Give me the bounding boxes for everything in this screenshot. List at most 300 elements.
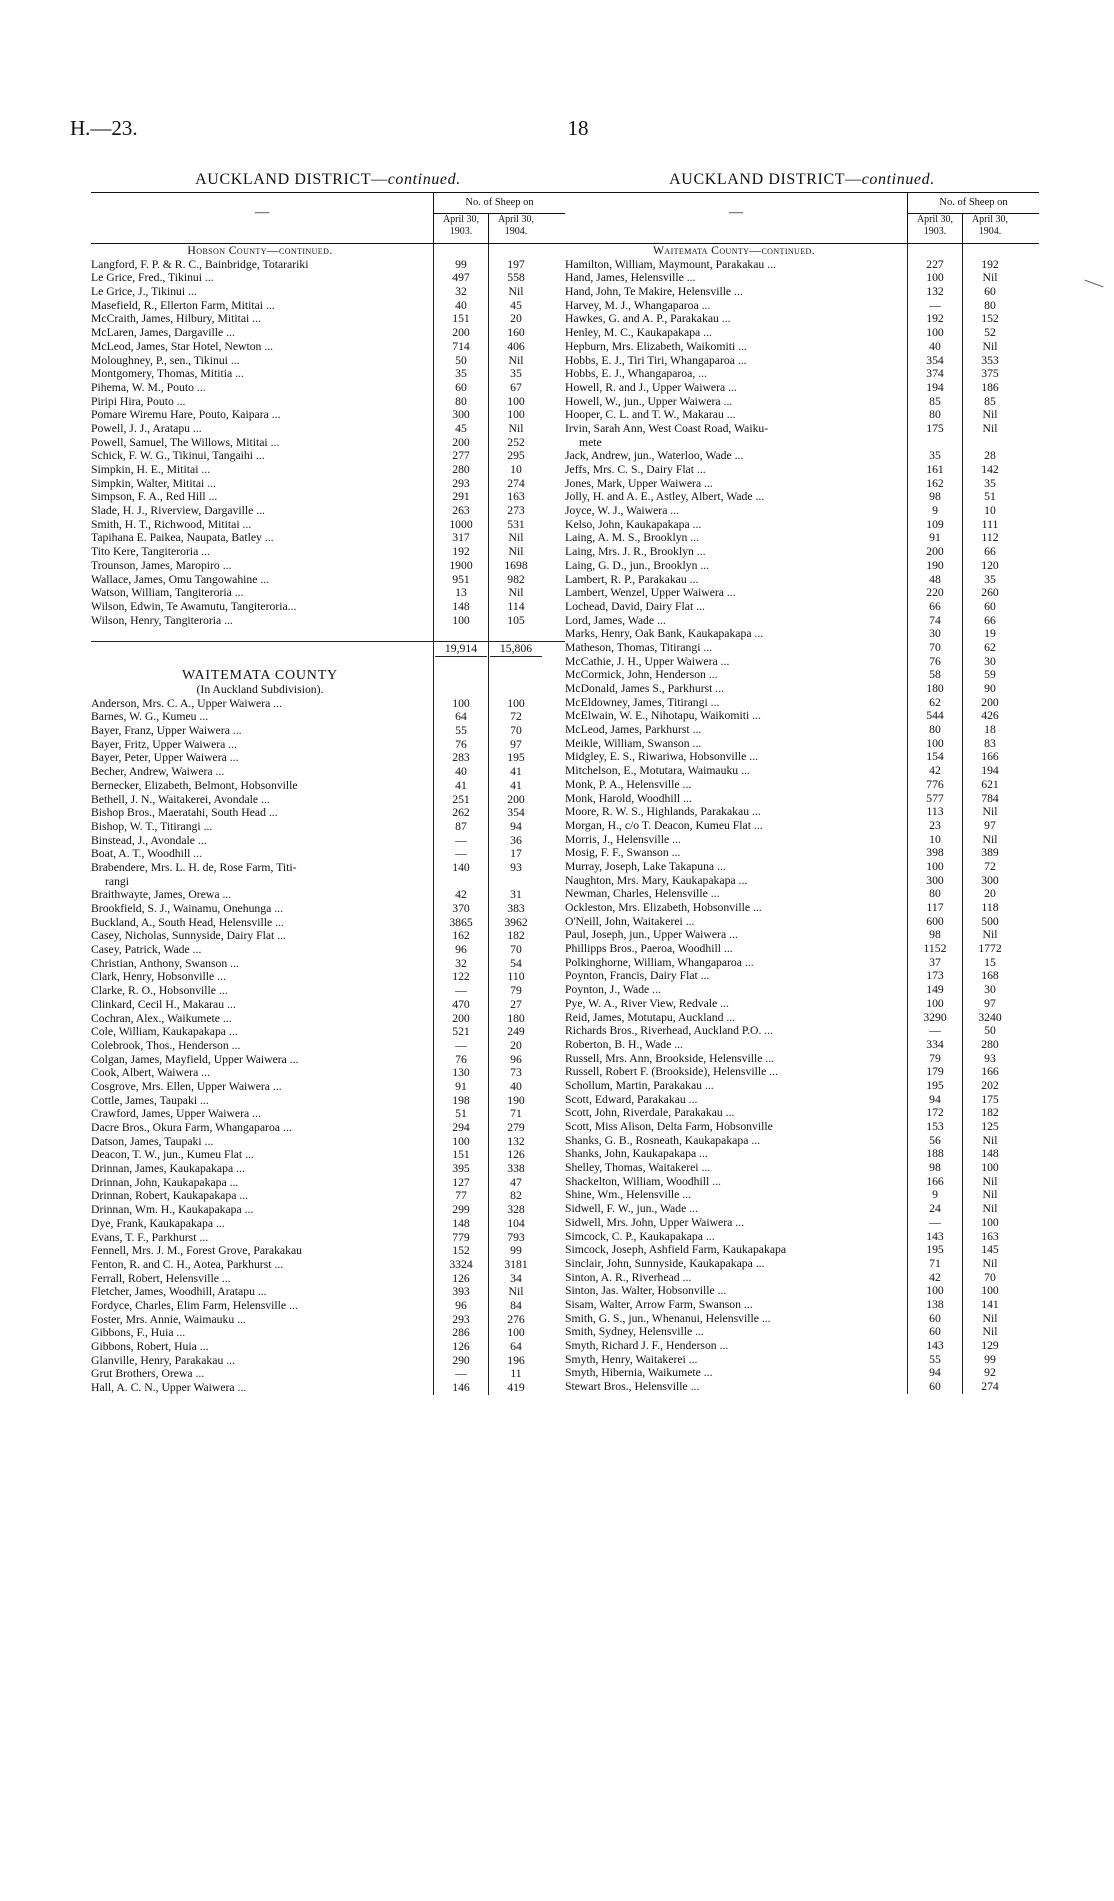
section-heading — [91, 669, 565, 683]
table-row — [565, 860, 1039, 874]
sheep-1904-value: Nil — [508, 285, 524, 299]
sheep-1903-value: 317 — [452, 531, 470, 545]
owner-name: Murray, Joseph, Lake Takapuna ... — [565, 859, 726, 873]
table-row — [91, 1121, 565, 1135]
sheep-1903-value: 162 — [452, 929, 470, 943]
owner-name: Drinnan, James, Kaukapakapa ... — [91, 1162, 245, 1176]
year-1903-header: April 30, 1903. — [908, 214, 963, 243]
owner-name: Schollum, Martin, Parakakau ... — [565, 1078, 714, 1092]
owner-name: Braithwayte, James, Orewa ... — [91, 888, 232, 902]
owner-name: Christian, Anthony, Swanson ... — [91, 956, 239, 970]
sheep-1903-value: 190 — [926, 558, 944, 572]
owner-name: Jack, Andrew, jun., Waterloo, Wade ... — [565, 449, 744, 463]
table-row — [565, 1134, 1039, 1148]
sheep-1903-value: 354 — [926, 353, 944, 367]
sheep-1903-value: 151 — [452, 1148, 470, 1162]
table-row — [565, 983, 1039, 997]
sheep-1903-value: 94 — [929, 1092, 941, 1106]
table-row — [565, 1175, 1039, 1189]
owner-name: Poynton, Francis, Dairy Flat ... — [565, 969, 710, 983]
table-row — [91, 1148, 565, 1162]
sheep-1903-value: 161 — [926, 463, 944, 476]
sheep-1903-value: 100 — [926, 859, 944, 873]
owner-name: Jeffs, Mrs. C. S., Dairy Flat ... — [565, 463, 706, 476]
table-row — [565, 490, 1039, 504]
owner-name: Simcock, Joseph, Ashfield Farm, Kaukapakapa — [565, 1243, 787, 1257]
table-row — [91, 1272, 565, 1286]
table-row — [91, 984, 565, 998]
sheep-1904-value: Nil — [982, 805, 998, 819]
table-row — [91, 627, 565, 641]
sheep-count-header: No. of Sheep on — [908, 193, 1039, 214]
owner-name: Morris, J., Helensville ... — [565, 832, 681, 846]
sheep-1904-value: 1698 — [504, 558, 528, 572]
table-row — [565, 997, 1039, 1011]
sheep-1903-value: 60 — [929, 1325, 941, 1339]
owner-name: Bishop Bros., Maeratahi, South Head ... — [91, 806, 278, 820]
sheep-1903-value: 77 — [455, 1189, 467, 1203]
owner-name: Watson, William, Tangiteroria ... — [91, 586, 244, 600]
sheep-1904-value: 50 — [984, 1024, 996, 1038]
table-row — [565, 641, 1039, 655]
owner-name: Lambert, Wenzel, Upper Waiwera ... — [565, 586, 736, 600]
table-row — [565, 1243, 1039, 1257]
owner-name: Pihema, W. M., Pouto ... — [91, 380, 206, 394]
owner-name: Sinclair, John, Sunnyside, Kaukapakapa ... — [565, 1256, 765, 1270]
owner-name: Waitemata County—continued. — [652, 244, 816, 257]
table-row — [91, 271, 565, 285]
owner-name: Shanks, John, Kaukapakapa ... — [565, 1147, 708, 1161]
table-row — [565, 887, 1039, 901]
table-row — [91, 929, 565, 943]
owner-name: Cottle, James, Taupaki ... — [91, 1093, 209, 1107]
table-row — [91, 258, 565, 272]
sheep-1904-value: 85 — [984, 394, 996, 408]
sheep-1904-value: 70 — [510, 724, 522, 738]
table-row — [91, 751, 565, 765]
sheep-1904-value: 3962 — [504, 915, 528, 929]
sheep-1904-value: 20 — [510, 1038, 522, 1052]
page-header — [70, 116, 1050, 156]
owner-name: Hooper, C. L. and T. W., Makarau ... — [565, 408, 736, 422]
owner-name: Casey, Nicholas, Sunnyside, Dairy Flat ... — [91, 929, 286, 943]
sheep-1903-value: 80 — [929, 887, 941, 901]
table-row — [91, 1135, 565, 1149]
owner-name: Newman, Charles, Helensville ... — [565, 887, 720, 901]
owner-name: Morgan, H., c/o T. Deacon, Kumeu Flat ... — [565, 818, 763, 832]
sheep-1903-value: 9 — [932, 1188, 938, 1202]
table-row — [565, 682, 1039, 696]
table-row — [91, 943, 565, 957]
owner-name: Jolly, H. and A. E., Astley, Albert, Wade ... — [565, 490, 765, 504]
sheep-table-body — [91, 244, 565, 1395]
table-row — [565, 846, 1039, 860]
owner-name: Simcock, C. P., Kaukapakapa ... — [565, 1229, 715, 1243]
owner-name: Langford, F. P. & R. C., Bainbridge, Totarariki — [91, 257, 309, 271]
sheep-1904-value: 45 — [510, 298, 522, 312]
sheep-1903-value: 126 — [452, 1271, 470, 1285]
sheep-1903-value: 148 — [452, 1216, 470, 1230]
sheep-1903-value: 40 — [929, 339, 941, 353]
owner-name: Smith, H. T., Richwood, Mititai ... — [91, 517, 252, 531]
owner-name: Bayer, Franz, Upper Waiwera ... — [91, 724, 242, 738]
sheep-1904-value: 558 — [507, 271, 525, 285]
sheep-1903-value: 180 — [926, 682, 944, 695]
owner-name: Crawford, James, Upper Waiwera ... — [91, 1107, 261, 1121]
document-code: H.—23. — [70, 116, 138, 140]
sheep-1904-value: 15 — [984, 955, 996, 969]
owner-name: Hawkes, G. and A. P., Parakakau ... — [565, 312, 731, 326]
sheep-1903-value: — — [929, 1215, 941, 1229]
owner-name: Monk, P. A., Helensville ... — [565, 777, 692, 791]
table-row — [565, 1339, 1039, 1353]
table-row — [91, 395, 565, 409]
table-row — [565, 792, 1039, 806]
sheep-1904-value: Nil — [982, 421, 998, 435]
sheep-1904-value: 168 — [981, 969, 999, 983]
sheep-1903-value: 40 — [455, 298, 467, 312]
table-row — [565, 1284, 1039, 1298]
sheep-1904-value: 60 — [984, 599, 996, 613]
sheep-1903-value: 100 — [926, 996, 944, 1010]
owner-name: Sisam, Walter, Arrow Farm, Swanson ... — [565, 1297, 753, 1311]
table-row — [565, 901, 1039, 915]
sheep-column-group — [433, 193, 565, 243]
owner-name: Poynton, J., Wade ... — [565, 983, 661, 997]
owner-name: Wilson, Edwin, Te Awamutu, Tangiteroria... — [91, 599, 297, 613]
sheep-1903-value: 98 — [929, 928, 941, 942]
table-row — [565, 1065, 1039, 1079]
sheep-1903-value: 776 — [926, 777, 944, 791]
sheep-1904-value: 353 — [981, 353, 999, 367]
sheep-column-group — [907, 193, 1039, 243]
sheep-1903-value: 40 — [455, 765, 467, 779]
sheep-1904-value: 274 — [981, 1380, 999, 1394]
margin-mark — [1084, 280, 1103, 288]
sheep-1903-value: 299 — [452, 1203, 470, 1217]
owner-name: Wilson, Henry, Tangiteroria ... — [91, 613, 233, 627]
sheep-1903-value: 143 — [926, 1229, 944, 1243]
owner-name: Deacon, T. W., jun., Kumeu Flat ... — [91, 1148, 254, 1162]
section-heading — [91, 683, 565, 697]
table-row — [91, 793, 565, 807]
table-row — [565, 1353, 1039, 1367]
sheep-1904-value: 249 — [507, 1025, 525, 1039]
sheep-1904-value: 793 — [507, 1230, 525, 1244]
table-row — [91, 1354, 565, 1368]
owner-name: Bayer, Peter, Upper Waiwera ... — [91, 751, 239, 765]
sheep-1903-value: 179 — [926, 1065, 944, 1079]
sheep-1903-value: 35 — [929, 449, 941, 463]
sheep-1904-value: 190 — [507, 1093, 525, 1107]
owner-name: Brookfield, S. J., Wainamu, Onehunga ... — [91, 902, 283, 915]
owner-name: Henley, M. C., Kaukapakapa ... — [565, 326, 712, 340]
sheep-1903-value: 66 — [929, 599, 941, 613]
table-row — [91, 1299, 565, 1313]
owner-name: McCormick, John, Henderson ... — [565, 668, 718, 682]
table-row — [91, 586, 565, 600]
owner-name: Lambert, R. P., Parakakau ... — [565, 572, 699, 586]
sheep-1904-value: 66 — [984, 545, 996, 559]
sheep-1904-value: 129 — [981, 1339, 999, 1352]
table-row — [91, 861, 565, 875]
sheep-1904-value: 35 — [984, 476, 996, 490]
table-row — [565, 1188, 1039, 1202]
sheep-1903-value: 45 — [455, 421, 467, 435]
sheep-1904-value: Nil — [508, 545, 524, 559]
sheep-1903-value: 152 — [452, 1244, 470, 1258]
sheep-1904-value: Nil — [508, 353, 524, 367]
sheep-1904-value: Nil — [982, 1202, 998, 1216]
owner-name: Fletcher, James, Woodhill, Aratapu ... — [91, 1285, 267, 1299]
sheep-1903-value: 126 — [452, 1340, 470, 1353]
sheep-table-body — [565, 244, 1039, 1394]
owner-name: Sidwell, Mrs. John, Upper Waiwera ... — [565, 1215, 744, 1229]
sheep-1903-value: 56 — [929, 1133, 941, 1147]
sheep-1903-value: 55 — [455, 724, 467, 738]
sheep-1903-value: 200 — [452, 1011, 470, 1025]
table-row — [565, 518, 1039, 532]
table-row — [565, 668, 1039, 682]
section-heading — [91, 244, 565, 258]
table-row — [91, 656, 565, 670]
sheep-1903-value: 10 — [929, 832, 941, 846]
sheep-1904-value: 20 — [984, 887, 996, 901]
sheep-1904-value: Nil — [508, 586, 524, 600]
sheep-1903-value: 195 — [926, 1243, 944, 1257]
sheep-1904-value: 97 — [984, 818, 996, 832]
sheep-1903-value: 262 — [452, 806, 470, 820]
sheep-1903-value: 98 — [929, 490, 941, 504]
table-row — [565, 600, 1039, 614]
table-row — [565, 340, 1039, 354]
sheep-1904-value: 100 — [507, 696, 525, 710]
table-row — [565, 709, 1039, 723]
table-row — [91, 614, 565, 628]
sheep-1903-value: 162 — [926, 476, 944, 490]
owner-name: Colebrook, Thos., Henderson ... — [91, 1038, 241, 1052]
sheep-1904-value: 406 — [507, 339, 525, 353]
owner-name: Sinton, A. R., Riverhead ... — [565, 1270, 692, 1284]
sheep-1903-value: 251 — [452, 792, 470, 806]
sheep-1903-value: 50 — [455, 353, 467, 367]
table-row — [565, 477, 1039, 491]
owner-name: Fordyce, Charles, Elim Farm, Helensville ... — [91, 1298, 298, 1312]
sheep-1904-value: 273 — [507, 504, 525, 518]
owner-name: Shine, Wm., Helensville ... — [565, 1188, 692, 1202]
table-row — [565, 655, 1039, 669]
sheep-1903-value: 291 — [452, 490, 470, 504]
table-row — [565, 354, 1039, 368]
table-row — [91, 490, 565, 504]
sheep-1904-value: Nil — [508, 421, 524, 435]
table-row — [91, 1258, 565, 1272]
table-row — [565, 299, 1039, 313]
table-row — [91, 1025, 565, 1039]
table-row — [91, 765, 565, 779]
county-total-row — [91, 641, 565, 656]
sheep-1904-value: 17 — [510, 847, 522, 861]
table-row — [91, 998, 565, 1012]
table-row — [565, 942, 1039, 956]
sheep-1903-value: 100 — [926, 736, 944, 750]
table-row — [91, 1094, 565, 1108]
sheep-1904-value: 72 — [984, 859, 996, 873]
sheep-1903-value: 188 — [926, 1147, 944, 1161]
table-row — [565, 1366, 1039, 1380]
name-column-header: — — [255, 205, 269, 220]
table-row — [91, 354, 565, 368]
sheep-1904-value: 15,806 — [490, 642, 542, 657]
owner-name: Hobson County—continued. — [187, 244, 333, 257]
owner-name: Howell, R. and J., Upper Waiwera ... — [565, 380, 737, 394]
owner-name: Grut Brothers, Orewa ... — [91, 1367, 205, 1381]
sheep-1904-value: 41 — [510, 778, 522, 792]
sheep-1904-value: 99 — [510, 1244, 522, 1258]
table-row — [91, 285, 565, 299]
sheep-1904-value: 99 — [984, 1352, 996, 1366]
sheep-1904-value: 100 — [981, 1161, 999, 1175]
owner-name: Marks, Henry, Oak Bank, Kaukapakapa ... — [565, 627, 764, 641]
sheep-1903-value: 42 — [929, 1270, 941, 1284]
owner-name: McElwain, W. E., Nihotapu, Waikomiti ... — [565, 709, 761, 723]
owner-name: Joyce, W. J., Waiwera ... — [565, 504, 680, 518]
table-row — [565, 1024, 1039, 1038]
owner-name: Midgley, E. S., Riwariwa, Hobsonville ... — [565, 750, 759, 764]
table-row — [91, 1381, 565, 1395]
sheep-1904-value: 30 — [984, 654, 996, 668]
sheep-1903-value: — — [455, 984, 467, 998]
owner-name: Laing, A. M. S., Brooklyn ... — [565, 531, 700, 545]
table-row — [565, 956, 1039, 970]
table-row — [565, 723, 1039, 737]
table-row — [565, 1079, 1039, 1093]
owner-name: Tapihana E. Paikea, Naupata, Batley ... — [91, 531, 274, 545]
table-row — [91, 326, 565, 340]
owner-name: Harvey, M. J., Whangaparoa ... — [565, 298, 711, 312]
table-row — [565, 1257, 1039, 1271]
sheep-1904-value: 252 — [507, 435, 525, 449]
sheep-1903-value: 194 — [926, 380, 944, 394]
sheep-1904-value: Nil — [982, 1174, 998, 1188]
owner-name: Wallace, James, Omu Tangowahine ... — [91, 572, 270, 586]
sheep-1904-value: 175 — [981, 1092, 999, 1106]
table-row — [565, 1312, 1039, 1326]
owner-name: Polkinghorne, William, Whangaparoa ... — [565, 955, 754, 969]
sheep-1903-value: 109 — [926, 517, 944, 531]
sheep-1903-value: 149 — [926, 983, 944, 997]
owner-name: WAITEMATA COUNTY — [182, 669, 338, 684]
sheep-1903-value: 300 — [926, 873, 944, 887]
table-row — [91, 545, 565, 559]
table-header — [565, 192, 1039, 244]
sheep-1903-value: 76 — [455, 737, 467, 751]
sheep-1903-value: 117 — [926, 901, 944, 914]
owner-name: Foster, Mrs. Annie, Waimauku ... — [91, 1312, 246, 1326]
table-row — [91, 367, 565, 381]
sheep-1904-value: Nil — [982, 1311, 998, 1325]
owner-name: Masefield, R., Ellerton Farm, Mititai ... — [91, 298, 275, 312]
sheep-1904-value: 18 — [984, 723, 996, 737]
table-row — [91, 888, 565, 902]
owner-name: Boat, A. T., Woodhill ... — [91, 847, 203, 861]
owner-name: Simpkin, Walter, Mititai ... — [91, 476, 216, 490]
sheep-1904-value: 97 — [984, 996, 996, 1010]
owner-name: Hepburn, Mrs. Elizabeth, Waikomiti ... — [565, 339, 747, 353]
sheep-1903-value: 300 — [452, 408, 470, 422]
sheep-1903-value: 51 — [455, 1107, 467, 1121]
sheep-1904-value: Nil — [508, 531, 524, 545]
table-row — [91, 1189, 565, 1203]
table-row — [565, 969, 1039, 983]
sheep-1904-value: 194 — [981, 764, 999, 778]
sheep-1904-value: 280 — [981, 1037, 999, 1051]
sheep-1903-value: 290 — [452, 1353, 470, 1367]
owner-name: Sinton, Jas. Walter, Hobsonville ... — [565, 1284, 727, 1298]
owner-name: Smith, Sydney, Helensville ... — [565, 1325, 704, 1339]
table-row — [565, 1202, 1039, 1216]
sheep-1903-value: 293 — [452, 1312, 470, 1326]
sheep-1904-value: 354 — [507, 806, 525, 820]
sheep-1904-value: 67 — [510, 380, 522, 394]
sheep-1904-value: 142 — [981, 463, 999, 476]
table-row — [565, 312, 1039, 326]
sheep-1903-value: 1152 — [923, 942, 947, 956]
owner-name: Schick, F. W. G., Tikinui, Tangaihi ... — [91, 449, 265, 463]
sheep-1904-value: 163 — [981, 1229, 999, 1243]
sheep-1904-value: 274 — [507, 476, 525, 490]
sheep-1903-value: 130 — [452, 1066, 470, 1080]
sheep-1904-value: 40 — [510, 1079, 522, 1093]
owner-name: Binstead, J., Avondale ... — [91, 833, 207, 847]
table-row — [565, 367, 1039, 381]
owner-name: Piripi Hira, Pouto ... — [91, 394, 186, 408]
sheep-1904-value: 64 — [510, 1340, 522, 1353]
table-row — [91, 559, 565, 573]
owner-name: Irvin, Sarah Ann, West Coast Road, Waiku- — [565, 421, 769, 435]
sheep-1903-value: 19,914 — [435, 642, 487, 657]
sheep-1903-value: 200 — [452, 435, 470, 449]
sheep-1904-value: Nil — [982, 271, 998, 285]
owner-name: McLeod, James, Parkhurst ... — [565, 723, 702, 737]
sheep-1904-value: 295 — [507, 449, 525, 463]
sheep-1903-value: 470 — [452, 997, 470, 1011]
table-row — [91, 1107, 565, 1121]
table-row — [91, 970, 565, 984]
sheep-1903-value: 175 — [926, 421, 944, 435]
owner-name: Powell, J. J., Aratapu ... — [91, 421, 202, 435]
owner-name: Moloughney, P., sen., Tikinui ... — [91, 353, 240, 367]
sheep-1903-value: 227 — [926, 257, 944, 271]
sheep-1904-value: 202 — [981, 1078, 999, 1092]
sheep-1904-value: 279 — [507, 1121, 525, 1134]
owner-name: Scott, Edward, Parakakau ... — [565, 1092, 698, 1106]
sheep-1904-value: 70 — [510, 943, 522, 957]
owner-name: Monk, Harold, Woodhill ... — [565, 791, 692, 805]
table-row — [565, 1147, 1039, 1161]
sheep-1904-value: 160 — [507, 326, 525, 340]
sheep-1903-value: 70 — [929, 640, 941, 654]
owner-name: Clark, Henry, Hobsonville ... — [91, 970, 226, 984]
owner-name: Naughton, Mrs. Mary, Kaukapakapa ... — [565, 873, 748, 887]
owner-name: Cook, Albert, Waiwera ... — [91, 1066, 210, 1080]
sheep-1903-value: 60 — [455, 380, 467, 394]
sheep-1904-value: Nil — [982, 832, 998, 846]
sheep-1904-value: 195 — [507, 751, 525, 765]
table-row — [565, 1271, 1039, 1285]
owner-name: Trounson, James, Maropiro ... — [91, 558, 232, 572]
owner-name: Phillipps Bros., Paeroa, Woodhill ... — [565, 942, 733, 956]
